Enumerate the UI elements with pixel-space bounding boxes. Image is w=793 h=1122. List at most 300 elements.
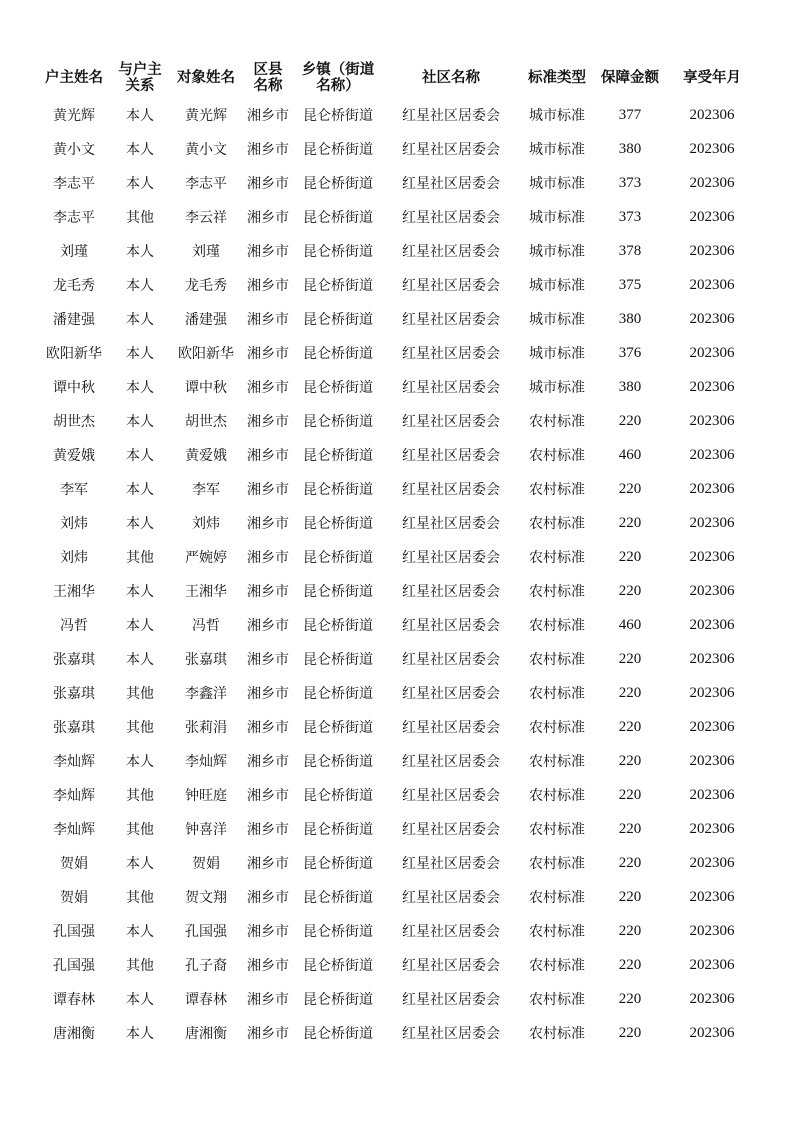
- cell-standard-type: 农村标准: [529, 890, 585, 906]
- cell-amount: 220: [618, 548, 642, 565]
- cell-county: 湘乡市: [247, 176, 289, 192]
- cell-head-name: 黄小文: [53, 142, 95, 158]
- cell-county: 湘乡市: [247, 414, 289, 430]
- cell-amount: 220: [618, 854, 642, 871]
- table-row: [38, 268, 758, 302]
- cell-period: 202306: [689, 480, 735, 497]
- cell-period: 202306: [689, 990, 735, 1007]
- cell-community: 红星社区居委会: [402, 686, 500, 702]
- cell-standard-type: 城市标准: [529, 346, 585, 362]
- cell-amount: 380: [618, 310, 642, 327]
- cell-head-name: 贺娟: [60, 890, 88, 906]
- cell-town: 昆仑桥街道: [303, 856, 373, 872]
- cell-relation: 本人: [126, 1026, 154, 1042]
- cell-relation: 其他: [126, 686, 154, 702]
- cell-head-name: 李灿辉: [53, 788, 95, 804]
- cell-period: 202306: [689, 752, 735, 769]
- cell-period: 202306: [689, 922, 735, 939]
- cell-head-name: 黄爱娥: [53, 448, 95, 464]
- cell-community: 红星社区居委会: [402, 618, 500, 634]
- cell-relation: 其他: [126, 550, 154, 566]
- cell-period: 202306: [689, 582, 735, 599]
- cell-head-name: 冯哲: [60, 618, 88, 634]
- cell-county: 湘乡市: [247, 788, 289, 804]
- cell-county: 湘乡市: [247, 992, 289, 1008]
- header-subject-name: 对象姓名: [177, 70, 235, 86]
- table-row: [38, 642, 758, 676]
- table-row: [38, 540, 758, 574]
- cell-amount: 220: [618, 514, 642, 531]
- cell-amount: 220: [618, 956, 642, 973]
- cell-amount: 220: [618, 820, 642, 837]
- cell-town: 昆仑桥街道: [303, 210, 373, 226]
- table-row: [38, 404, 758, 438]
- cell-subject-name: 李灿辉: [185, 754, 227, 770]
- cell-head-name: 刘炜: [60, 550, 88, 566]
- cell-period: 202306: [689, 514, 735, 531]
- cell-period: 202306: [689, 548, 735, 565]
- cell-relation: 本人: [126, 618, 154, 634]
- table-row: [38, 608, 758, 642]
- table-body: [38, 98, 758, 1050]
- cell-amount: 220: [618, 786, 642, 803]
- cell-amount: 375: [618, 276, 642, 293]
- cell-town: 昆仑桥街道: [303, 448, 373, 464]
- cell-standard-type: 农村标准: [529, 788, 585, 804]
- cell-period: 202306: [689, 174, 735, 191]
- cell-town: 昆仑桥街道: [303, 278, 373, 294]
- cell-town: 昆仑桥街道: [303, 176, 373, 192]
- table-row: [38, 948, 758, 982]
- cell-county: 湘乡市: [247, 142, 289, 158]
- cell-relation: 其他: [126, 822, 154, 838]
- cell-standard-type: 农村标准: [529, 856, 585, 872]
- header-relation-line1: 与户主: [118, 62, 162, 78]
- table-row: [38, 982, 758, 1016]
- cell-town: 昆仑桥街道: [303, 1026, 373, 1042]
- cell-head-name: 孔国强: [53, 958, 95, 974]
- table-row: [38, 914, 758, 948]
- table-row: [38, 370, 758, 404]
- cell-county: 湘乡市: [247, 244, 289, 260]
- cell-standard-type: 城市标准: [529, 244, 585, 260]
- cell-head-name: 潘建强: [53, 312, 95, 328]
- cell-community: 红星社区居委会: [402, 924, 500, 940]
- table-row: [38, 336, 758, 370]
- cell-period: 202306: [689, 310, 735, 327]
- cell-town: 昆仑桥街道: [303, 720, 373, 736]
- cell-standard-type: 农村标准: [529, 686, 585, 702]
- cell-town: 昆仑桥街道: [303, 992, 373, 1008]
- cell-subject-name: 李云祥: [185, 210, 227, 226]
- cell-town: 昆仑桥街道: [303, 686, 373, 702]
- cell-relation: 本人: [126, 924, 154, 940]
- table-row: [38, 506, 758, 540]
- cell-head-name: 孔国强: [53, 924, 95, 940]
- cell-head-name: 黄光辉: [53, 108, 95, 124]
- cell-standard-type: 城市标准: [529, 278, 585, 294]
- cell-county: 湘乡市: [247, 686, 289, 702]
- cell-subject-name: 刘瑾: [192, 244, 220, 260]
- cell-relation: 其他: [126, 720, 154, 736]
- cell-relation: 本人: [126, 312, 154, 328]
- cell-county: 湘乡市: [247, 618, 289, 634]
- table-row: [38, 200, 758, 234]
- cell-period: 202306: [689, 276, 735, 293]
- cell-head-name: 龙毛秀: [53, 278, 95, 294]
- cell-town: 昆仑桥街道: [303, 414, 373, 430]
- cell-amount: 220: [618, 922, 642, 939]
- cell-relation: 本人: [126, 244, 154, 260]
- table-row: [38, 880, 758, 914]
- table-header: [38, 58, 758, 98]
- cell-standard-type: 城市标准: [529, 142, 585, 158]
- cell-town: 昆仑桥街道: [303, 584, 373, 600]
- cell-community: 红星社区居委会: [402, 482, 500, 498]
- cell-subject-name: 贺娟: [192, 856, 220, 872]
- cell-head-name: 张嘉琪: [53, 652, 95, 668]
- cell-head-name: 贺娟: [60, 856, 88, 872]
- cell-relation: 本人: [126, 754, 154, 770]
- cell-town: 昆仑桥街道: [303, 516, 373, 532]
- cell-standard-type: 农村标准: [529, 482, 585, 498]
- cell-amount: 220: [618, 718, 642, 735]
- header-town-line2: 名称）: [316, 78, 360, 94]
- cell-county: 湘乡市: [247, 720, 289, 736]
- cell-period: 202306: [689, 888, 735, 905]
- table-row: [38, 98, 758, 132]
- cell-town: 昆仑桥街道: [303, 890, 373, 906]
- cell-county: 湘乡市: [247, 346, 289, 362]
- cell-county: 湘乡市: [247, 856, 289, 872]
- cell-county: 湘乡市: [247, 754, 289, 770]
- cell-relation: 本人: [126, 108, 154, 124]
- cell-county: 湘乡市: [247, 822, 289, 838]
- cell-town: 昆仑桥街道: [303, 754, 373, 770]
- cell-head-name: 李灿辉: [53, 822, 95, 838]
- header-standard-type: 标准类型: [528, 70, 586, 86]
- cell-head-name: 张嘉琪: [53, 720, 95, 736]
- cell-county: 湘乡市: [247, 482, 289, 498]
- table-row: [38, 778, 758, 812]
- cell-period: 202306: [689, 208, 735, 225]
- cell-subject-name: 黄爱娥: [185, 448, 227, 464]
- cell-period: 202306: [689, 1024, 735, 1041]
- cell-subject-name: 李鑫洋: [185, 686, 227, 702]
- cell-head-name: 李军: [60, 482, 88, 498]
- cell-community: 红星社区居委会: [402, 414, 500, 430]
- cell-community: 红星社区居委会: [402, 550, 500, 566]
- cell-subject-name: 李志平: [185, 176, 227, 192]
- table-row: [38, 846, 758, 880]
- table-row: [38, 710, 758, 744]
- cell-amount: 220: [618, 888, 642, 905]
- cell-community: 红星社区居委会: [402, 754, 500, 770]
- cell-county: 湘乡市: [247, 890, 289, 906]
- cell-county: 湘乡市: [247, 958, 289, 974]
- cell-subject-name: 钟喜洋: [185, 822, 227, 838]
- cell-amount: 220: [618, 752, 642, 769]
- cell-standard-type: 农村标准: [529, 992, 585, 1008]
- cell-period: 202306: [689, 242, 735, 259]
- cell-amount: 460: [618, 446, 642, 463]
- cell-head-name: 刘瑾: [60, 244, 88, 260]
- cell-county: 湘乡市: [247, 1026, 289, 1042]
- header-town: [294, 58, 382, 98]
- table-row: [38, 302, 758, 336]
- cell-community: 红星社区居委会: [402, 584, 500, 600]
- cell-amount: 377: [618, 106, 642, 123]
- cell-standard-type: 农村标准: [529, 584, 585, 600]
- cell-head-name: 李灿辉: [53, 754, 95, 770]
- cell-period: 202306: [689, 106, 735, 123]
- cell-county: 湘乡市: [247, 550, 289, 566]
- header-county-line1: 区县: [253, 62, 283, 78]
- cell-town: 昆仑桥街道: [303, 312, 373, 328]
- cell-subject-name: 欧阳新华: [178, 346, 234, 362]
- header-row: [38, 58, 758, 98]
- table-row: [38, 676, 758, 710]
- cell-period: 202306: [689, 786, 735, 803]
- cell-subject-name: 刘炜: [192, 516, 220, 532]
- cell-standard-type: 农村标准: [529, 822, 585, 838]
- table-row: [38, 166, 758, 200]
- cell-relation: 本人: [126, 448, 154, 464]
- cell-standard-type: 城市标准: [529, 210, 585, 226]
- cell-relation: 本人: [126, 380, 154, 396]
- cell-county: 湘乡市: [247, 584, 289, 600]
- cell-standard-type: 农村标准: [529, 924, 585, 940]
- cell-standard-type: 城市标准: [529, 108, 585, 124]
- cell-subject-name: 严婉婷: [185, 550, 227, 566]
- cell-period: 202306: [689, 378, 735, 395]
- cell-community: 红星社区居委会: [402, 992, 500, 1008]
- cell-head-name: 李志平: [53, 210, 95, 226]
- header-county: [242, 58, 294, 98]
- table-row: [38, 438, 758, 472]
- cell-subject-name: 王湘华: [185, 584, 227, 600]
- cell-head-name: 唐湘衡: [53, 1026, 95, 1042]
- cell-standard-type: 城市标准: [529, 312, 585, 328]
- cell-relation: 本人: [126, 414, 154, 430]
- cell-standard-type: 农村标准: [529, 414, 585, 430]
- header-community: 社区名称: [422, 70, 480, 86]
- cell-relation: 其他: [126, 788, 154, 804]
- cell-standard-type: 农村标准: [529, 958, 585, 974]
- cell-town: 昆仑桥街道: [303, 822, 373, 838]
- cell-county: 湘乡市: [247, 448, 289, 464]
- cell-head-name: 谭中秋: [53, 380, 95, 396]
- cell-standard-type: 农村标准: [529, 1026, 585, 1042]
- header-county-line2: 名称: [253, 78, 283, 94]
- cell-town: 昆仑桥街道: [303, 244, 373, 260]
- cell-county: 湘乡市: [247, 652, 289, 668]
- cell-period: 202306: [689, 854, 735, 871]
- cell-amount: 373: [618, 174, 642, 191]
- cell-head-name: 刘炜: [60, 516, 88, 532]
- cell-standard-type: 农村标准: [529, 516, 585, 532]
- cell-relation: 本人: [126, 516, 154, 532]
- cell-amount: 378: [618, 242, 642, 259]
- cell-period: 202306: [689, 956, 735, 973]
- cell-subject-name: 冯哲: [192, 618, 220, 634]
- cell-county: 湘乡市: [247, 108, 289, 124]
- cell-town: 昆仑桥街道: [303, 108, 373, 124]
- cell-community: 红星社区居委会: [402, 788, 500, 804]
- cell-subject-name: 谭春林: [185, 992, 227, 1008]
- cell-town: 昆仑桥街道: [303, 142, 373, 158]
- header-town-line1: 乡镇（街道: [301, 62, 375, 78]
- cell-subject-name: 钟旺庭: [185, 788, 227, 804]
- cell-head-name: 李志平: [53, 176, 95, 192]
- cell-town: 昆仑桥街道: [303, 652, 373, 668]
- cell-subject-name: 贺文翔: [185, 890, 227, 906]
- header-relation: [110, 58, 170, 98]
- cell-relation: 本人: [126, 652, 154, 668]
- cell-subject-name: 张嘉琪: [185, 652, 227, 668]
- cell-relation: 其他: [126, 890, 154, 906]
- header-period: 享受年月: [683, 70, 741, 86]
- cell-community: 红星社区居委会: [402, 652, 500, 668]
- header-relation-line2: 关系: [125, 78, 155, 94]
- cell-amount: 376: [618, 344, 642, 361]
- cell-amount: 373: [618, 208, 642, 225]
- cell-period: 202306: [689, 446, 735, 463]
- cell-community: 红星社区居委会: [402, 720, 500, 736]
- cell-community: 红星社区居委会: [402, 176, 500, 192]
- cell-relation: 本人: [126, 142, 154, 158]
- cell-amount: 220: [618, 990, 642, 1007]
- cell-relation: 本人: [126, 482, 154, 498]
- cell-county: 湘乡市: [247, 516, 289, 532]
- cell-head-name: 胡世杰: [53, 414, 95, 430]
- cell-subject-name: 孔国强: [185, 924, 227, 940]
- cell-community: 红星社区居委会: [402, 380, 500, 396]
- cell-standard-type: 农村标准: [529, 448, 585, 464]
- cell-town: 昆仑桥街道: [303, 924, 373, 940]
- cell-subject-name: 潘建强: [185, 312, 227, 328]
- cell-community: 红星社区居委会: [402, 244, 500, 260]
- table-row: [38, 132, 758, 166]
- cell-standard-type: 城市标准: [529, 176, 585, 192]
- cell-amount: 220: [618, 650, 642, 667]
- assistance-roster-sheet: [38, 58, 758, 1050]
- cell-town: 昆仑桥街道: [303, 346, 373, 362]
- cell-standard-type: 城市标准: [529, 380, 585, 396]
- cell-subject-name: 龙毛秀: [185, 278, 227, 294]
- cell-community: 红星社区居委会: [402, 958, 500, 974]
- cell-subject-name: 谭中秋: [185, 380, 227, 396]
- cell-town: 昆仑桥街道: [303, 380, 373, 396]
- cell-relation: 本人: [126, 992, 154, 1008]
- cell-community: 红星社区居委会: [402, 822, 500, 838]
- cell-relation: 其他: [126, 958, 154, 974]
- cell-amount: 380: [618, 140, 642, 157]
- cell-county: 湘乡市: [247, 210, 289, 226]
- cell-subject-name: 黄光辉: [185, 108, 227, 124]
- cell-relation: 其他: [126, 210, 154, 226]
- cell-relation: 本人: [126, 278, 154, 294]
- cell-subject-name: 李军: [192, 482, 220, 498]
- cell-county: 湘乡市: [247, 380, 289, 396]
- cell-town: 昆仑桥街道: [303, 958, 373, 974]
- cell-head-name: 欧阳新华: [46, 346, 102, 362]
- cell-county: 湘乡市: [247, 312, 289, 328]
- cell-county: 湘乡市: [247, 924, 289, 940]
- cell-subject-name: 张莉涓: [185, 720, 227, 736]
- cell-amount: 220: [618, 582, 642, 599]
- cell-community: 红星社区居委会: [402, 210, 500, 226]
- cell-standard-type: 农村标准: [529, 720, 585, 736]
- cell-town: 昆仑桥街道: [303, 788, 373, 804]
- cell-subject-name: 黄小文: [185, 142, 227, 158]
- cell-head-name: 张嘉琪: [53, 686, 95, 702]
- cell-town: 昆仑桥街道: [303, 550, 373, 566]
- cell-community: 红星社区居委会: [402, 516, 500, 532]
- cell-period: 202306: [689, 718, 735, 735]
- cell-standard-type: 农村标准: [529, 550, 585, 566]
- cell-amount: 380: [618, 378, 642, 395]
- cell-relation: 本人: [126, 856, 154, 872]
- cell-subject-name: 孔子裔: [185, 958, 227, 974]
- cell-community: 红星社区居委会: [402, 1026, 500, 1042]
- cell-community: 红星社区居委会: [402, 108, 500, 124]
- cell-standard-type: 农村标准: [529, 618, 585, 634]
- cell-head-name: 谭春林: [53, 992, 95, 1008]
- cell-community: 红星社区居委会: [402, 278, 500, 294]
- cell-community: 红星社区居委会: [402, 312, 500, 328]
- cell-period: 202306: [689, 650, 735, 667]
- cell-period: 202306: [689, 616, 735, 633]
- assistance-table: [38, 58, 758, 1050]
- cell-community: 红星社区居委会: [402, 142, 500, 158]
- cell-standard-type: 农村标准: [529, 754, 585, 770]
- table-row: [38, 1016, 758, 1050]
- cell-amount: 220: [618, 412, 642, 429]
- table-row: [38, 574, 758, 608]
- cell-period: 202306: [689, 412, 735, 429]
- cell-period: 202306: [689, 140, 735, 157]
- cell-relation: 本人: [126, 584, 154, 600]
- table-row: [38, 472, 758, 506]
- cell-standard-type: 农村标准: [529, 652, 585, 668]
- cell-period: 202306: [689, 820, 735, 837]
- cell-community: 红星社区居委会: [402, 346, 500, 362]
- table-row: [38, 234, 758, 268]
- header-amount: 保障金额: [601, 70, 659, 86]
- cell-community: 红星社区居委会: [402, 448, 500, 464]
- cell-community: 红星社区居委会: [402, 856, 500, 872]
- cell-head-name: 王湘华: [53, 584, 95, 600]
- cell-relation: 本人: [126, 176, 154, 192]
- cell-amount: 460: [618, 616, 642, 633]
- cell-relation: 本人: [126, 346, 154, 362]
- cell-amount: 220: [618, 1024, 642, 1041]
- table-row: [38, 812, 758, 846]
- cell-town: 昆仑桥街道: [303, 482, 373, 498]
- cell-amount: 220: [618, 684, 642, 701]
- cell-town: 昆仑桥街道: [303, 618, 373, 634]
- table-row: [38, 744, 758, 778]
- cell-county: 湘乡市: [247, 278, 289, 294]
- cell-subject-name: 唐湘衡: [185, 1026, 227, 1042]
- cell-period: 202306: [689, 344, 735, 361]
- cell-amount: 220: [618, 480, 642, 497]
- header-head-name: 户主姓名: [45, 70, 103, 86]
- cell-subject-name: 胡世杰: [185, 414, 227, 430]
- cell-period: 202306: [689, 684, 735, 701]
- cell-community: 红星社区居委会: [402, 890, 500, 906]
